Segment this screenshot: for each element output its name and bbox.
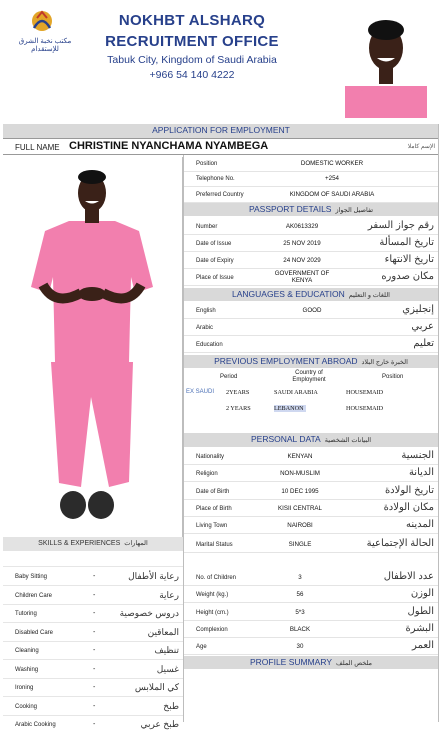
skill-value: - xyxy=(93,665,96,673)
personal-label: Living Town xyxy=(196,523,228,529)
personal-label-ar: العمر xyxy=(412,640,434,651)
personal-value: 3 xyxy=(298,574,302,581)
col-position: Position xyxy=(382,374,404,380)
employment-left-label: EX SAUDI xyxy=(186,389,215,395)
full-name-label: FULL NAME xyxy=(15,143,60,152)
skill-label: Baby Sitting xyxy=(15,574,48,580)
skill-label: Arabic Cooking xyxy=(15,722,56,728)
info-label: Preferred Country xyxy=(196,192,244,198)
info-row xyxy=(184,170,438,187)
employment-title-ar: الخبرة خارج البلاد xyxy=(361,359,408,366)
personal-label-ar: الجنسية xyxy=(401,450,434,461)
passport-label-ar: تاريخ الانتهاء xyxy=(384,254,434,265)
col-country: Country of Employment xyxy=(292,370,326,383)
personal-title-ar: البيانات الشخصية xyxy=(324,437,372,444)
employment-header-row xyxy=(184,369,438,385)
personal-row xyxy=(184,536,438,553)
language-label-ar: إنجليزي xyxy=(402,304,434,315)
personal-row xyxy=(184,448,438,465)
full-name-label-ar: الإسم كاملا xyxy=(407,144,435,150)
skill-value: - xyxy=(93,610,96,617)
language-row xyxy=(184,302,438,319)
company-logo xyxy=(6,8,78,52)
personal-label-ar: الحالة الإجتماعية xyxy=(366,538,434,549)
skill-label-ar: طبخ عربي xyxy=(140,719,179,729)
personal-value: SINGLE xyxy=(288,541,312,548)
skill-label: Disabled Care xyxy=(15,629,54,636)
language-label: English xyxy=(196,308,216,314)
employment-row xyxy=(184,386,438,403)
language-label: Education xyxy=(196,342,223,348)
languages-bar xyxy=(184,288,438,301)
employment-period: 2 YEARS xyxy=(226,405,251,412)
application-bar xyxy=(3,124,439,138)
passport-label-ar: مكان صدوره xyxy=(381,271,434,282)
skills-title: SKILLS & EXPERIENCES xyxy=(38,540,121,547)
skill-value: - xyxy=(93,591,96,599)
personal-row xyxy=(184,483,438,500)
personal-value: BLACK xyxy=(289,626,311,633)
personal-row xyxy=(184,586,438,603)
skill-label-ar: كي الملابس xyxy=(134,682,179,692)
info-label: Position xyxy=(196,161,218,167)
skill-label: Ironing xyxy=(15,685,34,691)
skill-value: - xyxy=(93,573,96,580)
skill-label: Tutoring xyxy=(15,611,37,617)
passport-title-ar: تفاصيل الجواز xyxy=(335,207,374,214)
language-label-ar: عربي xyxy=(411,321,434,332)
personal-value: KISII CENTRAL xyxy=(277,505,322,512)
language-value: GOOD xyxy=(302,307,322,314)
passport-label-ar: تاريخ المسألة xyxy=(379,237,434,248)
employment-position: HOUSEMAID xyxy=(346,389,384,396)
skill-row xyxy=(3,642,183,660)
language-row xyxy=(184,319,438,336)
passport-title: PASSPORT DETAILS xyxy=(248,204,332,214)
skill-row xyxy=(3,716,183,732)
office-subtitle: RECRUITMENT OFFICE xyxy=(105,33,279,50)
passport-value: AK0613329 xyxy=(285,223,319,230)
skill-row xyxy=(3,568,183,586)
passport-label: Number xyxy=(196,224,218,230)
application-title: APPLICATION FOR EMPLOYMENT xyxy=(152,125,290,135)
skills-title-ar: المهارات xyxy=(124,540,148,547)
full-body-photo xyxy=(3,157,183,537)
skill-label: Cooking xyxy=(15,703,38,710)
employment-bar xyxy=(184,355,438,368)
personal-value: 10 DEC 1995 xyxy=(281,488,319,495)
passport-label: Place of Issue xyxy=(196,275,234,281)
skill-label: Cleaning xyxy=(15,648,39,654)
passport-row xyxy=(184,218,438,235)
personal-value: 30 xyxy=(296,643,304,650)
personal-row xyxy=(184,517,438,534)
full-name-value: CHRISTINE NYANCHAMA NYAMBEGA xyxy=(69,140,269,152)
skill-label-ar: رعاية xyxy=(159,589,179,600)
languages-title: LANGUAGES & EDUCATION xyxy=(232,289,345,299)
logo-text: مكتب نخبة الشرق للإستقدام xyxy=(18,38,72,53)
personal-bar xyxy=(184,433,438,447)
full-name-row xyxy=(3,138,439,155)
skill-label-ar: رعاية الأطفال xyxy=(128,571,179,581)
office-phone: +966 54 140 4222 xyxy=(149,69,235,81)
info-value: +254 xyxy=(325,175,339,182)
personal-value: KENYAN xyxy=(287,453,313,460)
skill-row xyxy=(3,624,183,642)
skills-bar xyxy=(3,537,183,551)
profile-bar xyxy=(184,656,438,669)
skill-label: Children Care xyxy=(15,592,53,599)
passport-label: Date of Issue xyxy=(196,241,232,247)
passport-bar xyxy=(184,203,438,216)
office-address: Tabuk City, Kingdom of Saudi Arabia xyxy=(107,54,277,66)
personal-label-ar: تاريخ الولادة xyxy=(384,485,434,496)
employment-row xyxy=(184,402,438,419)
personal-label: No. of Children xyxy=(196,575,237,581)
personal-label: Place of Birth xyxy=(196,506,232,512)
personal-label: Age xyxy=(196,644,207,650)
personal-row xyxy=(184,569,438,586)
skills-spacer xyxy=(3,551,183,567)
personal-label: Height (cm.) xyxy=(196,610,229,616)
languages-title-ar: اللغات و التعليم xyxy=(348,292,390,299)
skill-value: - xyxy=(93,684,96,691)
passport-value: 25 NOV 2019 xyxy=(283,240,321,247)
skill-value: - xyxy=(93,628,96,636)
skill-value: - xyxy=(93,647,96,654)
right-edge xyxy=(438,124,439,722)
skill-label-ar: دروس خصوصية xyxy=(119,608,179,618)
passport-row xyxy=(184,235,438,252)
skill-label-ar: غسيل xyxy=(156,663,179,674)
personal-label-ar: البشرة xyxy=(405,623,434,634)
skill-label-ar: طبخ xyxy=(163,700,179,711)
personal-title: PERSONAL DATA xyxy=(250,434,321,444)
personal-row xyxy=(184,638,438,655)
personal-value: 56 xyxy=(296,591,304,598)
skill-row xyxy=(3,587,183,605)
profile-title: PROFILE SUMMARY xyxy=(249,657,332,667)
info-value: DOMESTIC WORKER xyxy=(300,160,364,167)
personal-value: NON-MUSLIM xyxy=(280,470,320,477)
personal-row xyxy=(184,621,438,638)
personal-value: NAIROBI xyxy=(287,522,313,529)
personal-label: Date of Birth xyxy=(196,489,230,495)
employment-position: HOUSEMAID xyxy=(346,405,384,412)
skill-value: - xyxy=(93,721,96,728)
skill-row xyxy=(3,679,183,697)
skill-label-ar: تنظيف xyxy=(154,645,179,655)
passport-row xyxy=(184,269,438,286)
personal-label-ar: الوزن xyxy=(410,588,434,599)
personal-label-ar: المدينه xyxy=(405,519,434,530)
employment-country: LEBANON xyxy=(274,405,306,412)
info-value: KINGDOM OF SAUDI ARABIA xyxy=(289,191,375,198)
skill-value: - xyxy=(93,702,96,710)
personal-row xyxy=(184,465,438,482)
skill-row xyxy=(3,698,183,716)
personal-label-ar: الطول xyxy=(407,606,434,617)
passport-label: Date of Expiry xyxy=(196,258,234,264)
skill-label-ar: المعاقين xyxy=(147,626,179,637)
skill-row xyxy=(3,661,183,679)
passport-label-ar: رقم جواز السفر xyxy=(367,220,434,231)
personal-row xyxy=(184,500,438,517)
personal-value: 5*3 xyxy=(295,609,305,616)
personal-label-ar: مكان الولادة xyxy=(383,502,434,513)
personal-label-ar: عدد الاطفال xyxy=(383,571,434,582)
personal-label: Marital Status xyxy=(196,542,233,548)
employment-country: SAUDI ARABIA xyxy=(274,389,318,396)
passport-value: GOVERNMENT OF KENYA xyxy=(274,270,330,284)
language-label: Arabic xyxy=(196,325,214,331)
personal-label: Nationality xyxy=(196,454,225,460)
profile-title-ar: ملخص الملف xyxy=(336,660,373,667)
office-name: NOKHBT ALSHARQ xyxy=(118,12,266,29)
skill-row xyxy=(3,605,183,623)
headshot-photo xyxy=(345,8,427,118)
personal-label: Weight (kg.) xyxy=(196,592,229,598)
skill-label: Washing xyxy=(15,666,39,673)
language-row xyxy=(184,336,438,353)
passport-value: 24 NOV 2029 xyxy=(283,257,321,264)
personal-label-ar: الديانة xyxy=(408,467,434,478)
col-period: Period xyxy=(220,374,238,380)
personal-row xyxy=(184,604,438,621)
language-label-ar: تعليم xyxy=(413,338,434,349)
personal-label: Complexion xyxy=(196,627,228,633)
employment-title: PREVIOUS EMPLOYMENT ABROAD xyxy=(214,356,358,366)
employment-period: 2YEARS xyxy=(226,389,250,396)
passport-row xyxy=(184,252,438,269)
personal-label: Religion xyxy=(196,471,218,477)
info-label: Telephone No. xyxy=(196,176,235,182)
info-row xyxy=(184,186,438,203)
